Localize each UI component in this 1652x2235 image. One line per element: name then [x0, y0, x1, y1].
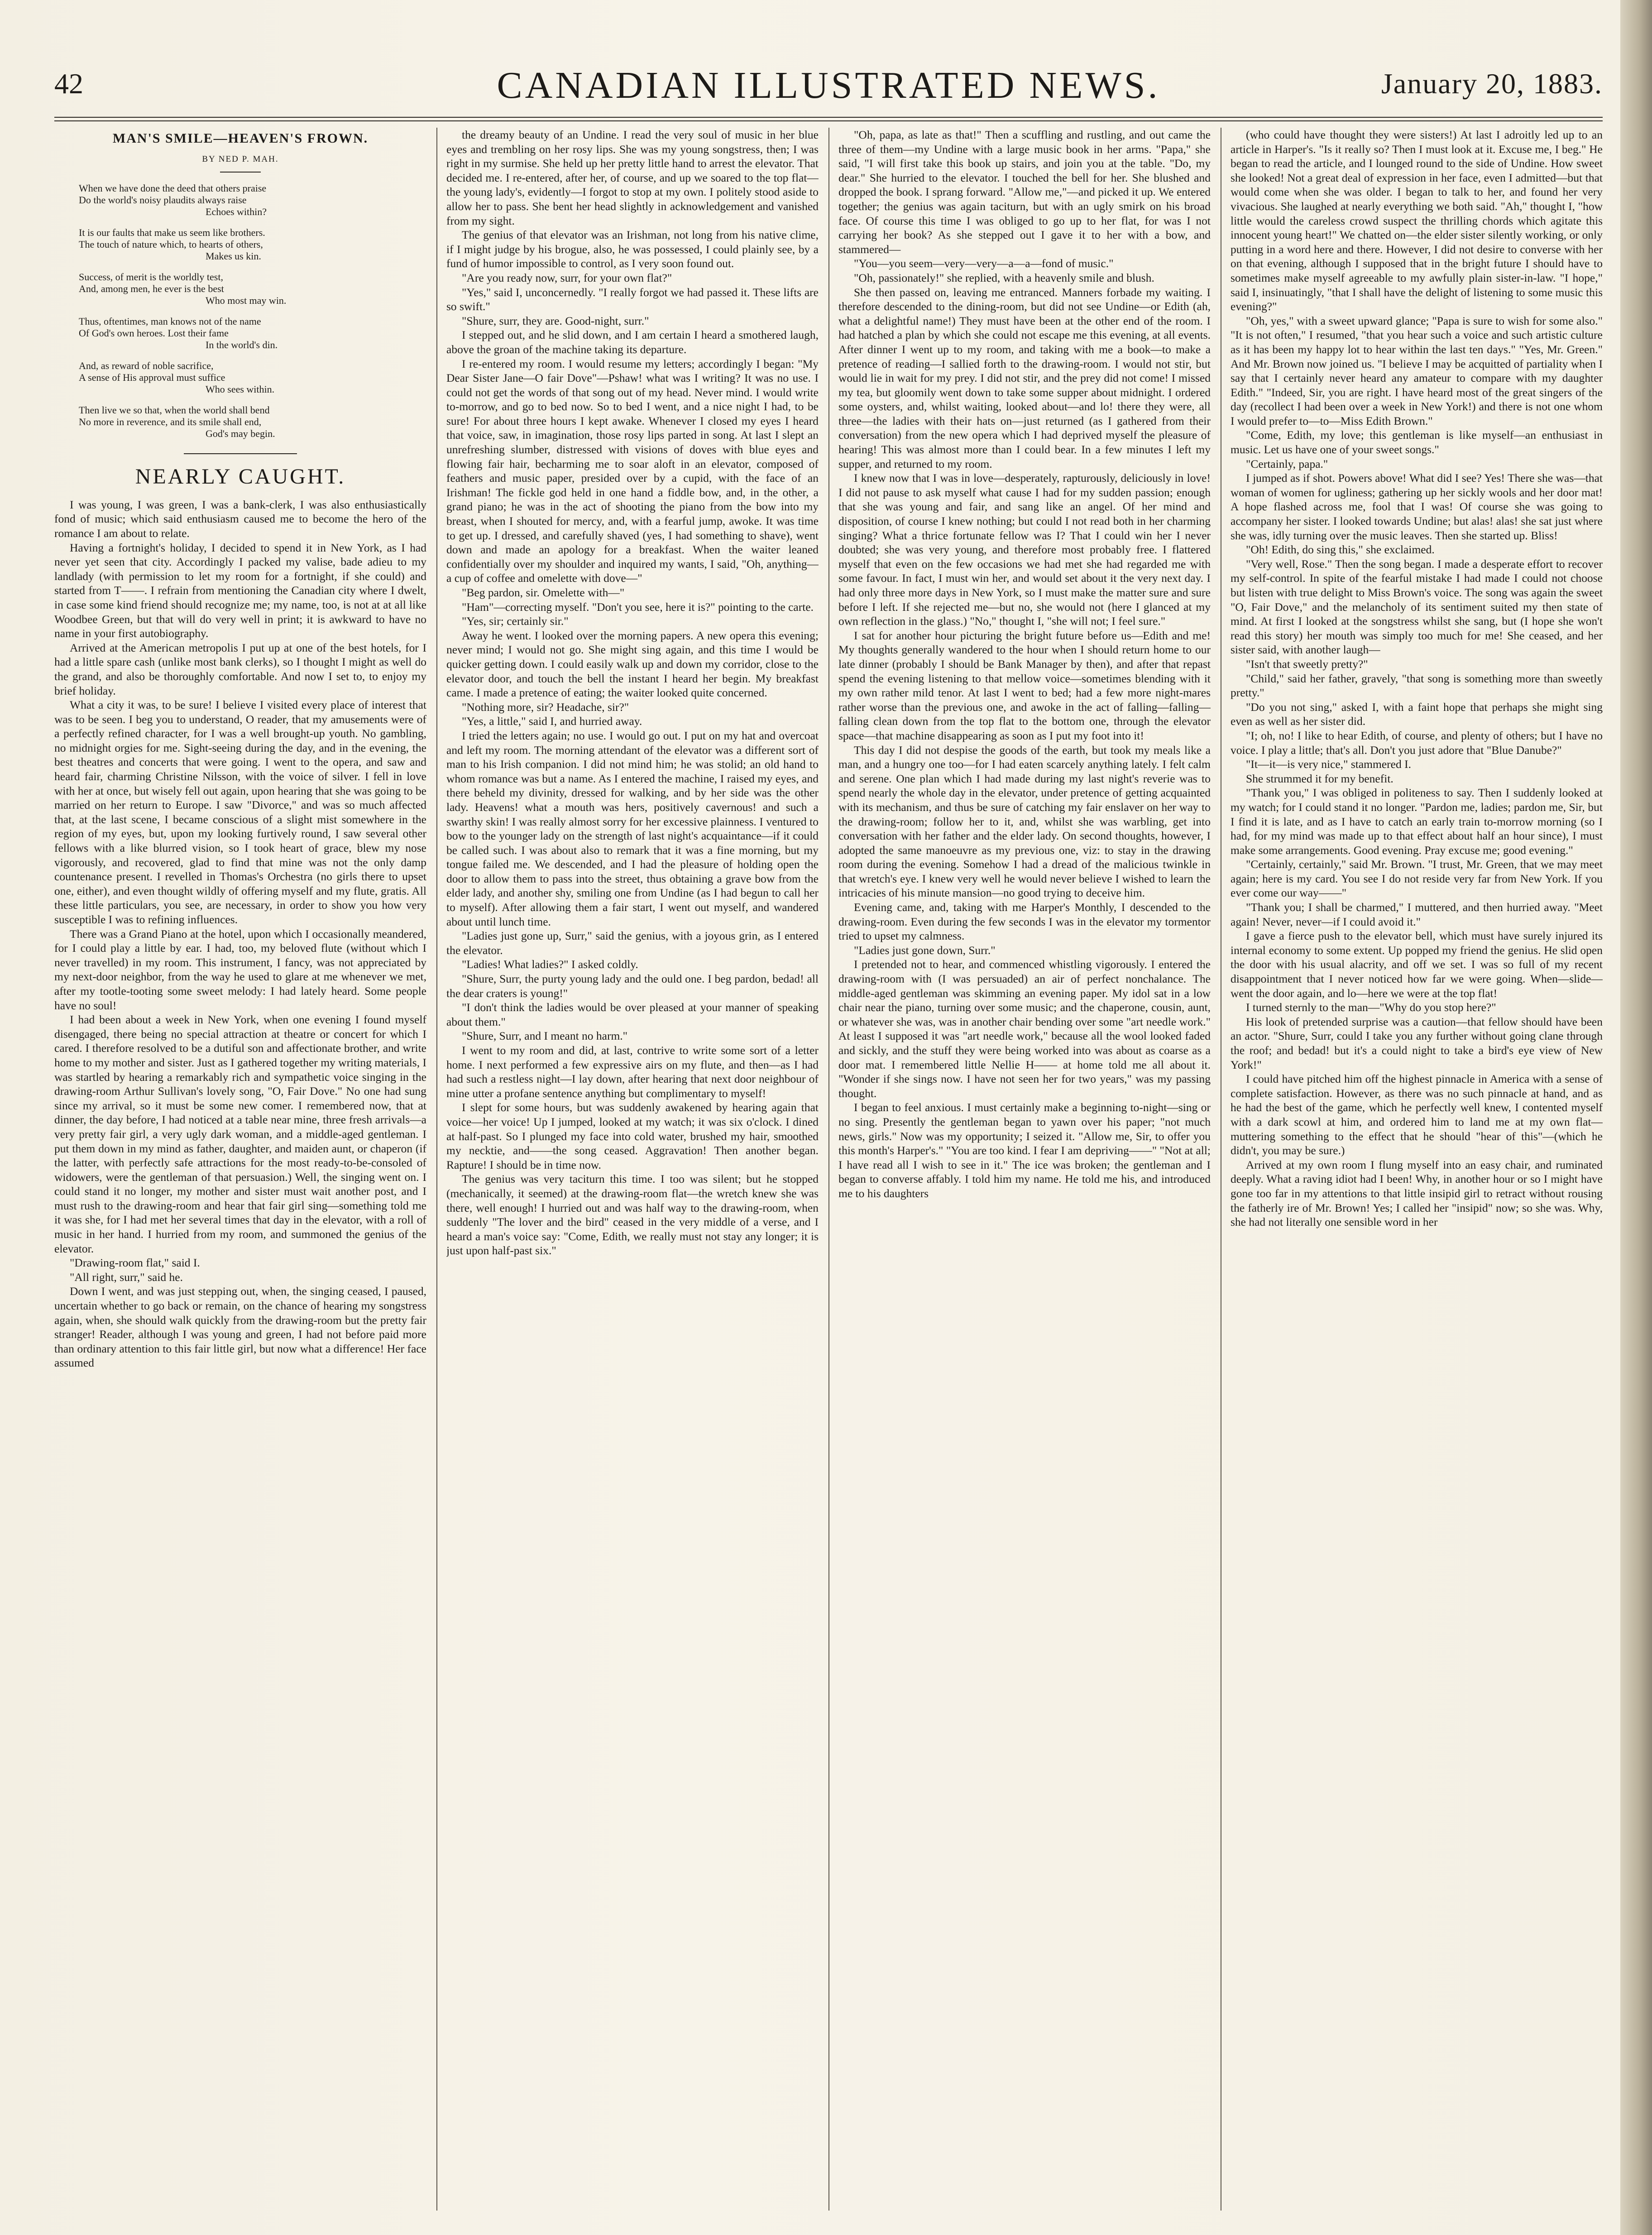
story-paragraph: I could have pitched him off the highest pinnacle in America with a sense of complete satisfaction. However, as there was no such pinnacle at hand, and as he had the best of the game, which he perfectly well knew, I contented myself with a dark scowl at him, and ordered him to land me at my own flat—muttering something to the effect that he should "hear of this"—(which he didn't, you may be sure.)	[1231, 1072, 1603, 1157]
column-2	[446, 128, 819, 2211]
story-paragraph: "Ladies just gone up, Surr," said the genius, with a joyous grin, as I entered the elevator.	[446, 929, 819, 957]
story-paragraph: "Oh! Edith, do sing this," she exclaimed.	[1246, 543, 1435, 556]
section-rule	[184, 453, 297, 454]
issue-date: January 20, 1883.	[1381, 67, 1603, 100]
story-paragraph: Arrived at my own room I flung myself into an easy chair, and ruminated deeply. What a raving idiot had I been! Why, in another hour or so I might have gone too far in my attentions to that little insipid girl to retract without rousing the fatherly ire of Mr. Brown! Yes; I called her "insipid" now; so she was. Why, she had not literally one sensible word in her	[1231, 1158, 1603, 1229]
poem-line: Then live we so that, when the world shall bend	[79, 404, 270, 416]
story-paragraph: Away he went. I looked over the morning papers. A new opera this evening; never mind; I would not go. She might sing again, and this time I would be quicker getting down. I could easily walk up and down my corridor, close to the elevator door, and touch the bell the instant I heard her begin. My breakfast came. I made a pretence of eating; the waiter looked quite concerned.	[446, 628, 819, 700]
page-binding-edge	[1620, 0, 1652, 2235]
story-paragraph: I stepped out, and he slid down, and I am certain I heard a smothered laugh, above the groan of the machine taking its departure.	[446, 328, 819, 356]
story-paragraph: "Shure, surr, they are. Good-night, surr."	[462, 314, 649, 327]
poem-body	[54, 182, 426, 440]
story-title: NEARLY CAUGHT.	[135, 465, 346, 489]
poem-line: God's may begin.	[206, 428, 275, 440]
poem-line: Who sees within.	[206, 384, 275, 395]
story-paragraph: I had been about a week in New York, when one evening I found myself disengaged, there being no special attraction at theatre or concert for which I cared. I therefore resolved to be a dutiful son and affectionate brother, and write home to my mother and sister. Just as I gathered together my writing materials, I was startled by hearing a remarkably rich and sympathetic voice singing in the drawing-room Arthur Sullivan's lovely song, "O, Fair Dove." No one had sung since my arrival, so it must be some new comer. I remembered now, that at dinner, the day before, I had noticed at a table near mine, three fresh arrivals—a very pretty fair girl, a very ugly dark woman, and a middle-aged gentleman. I put them down in my mind as father, daughter, and maiden aunt, or chaperon (if the latter, with perfectly safe attractions for the most ready-to-be-consoled of widowers, were the gentleman of that persuasion.) Well, the singing went on. I could stand it no longer, my mother and sister must wait another post, and I must rush to the drawing-room and hear that fair girl sing—something told me it was she, for I had met her several times that day in the elevator, with a roll of music in her hand. I hurried from my room, and summoned the genius of the elevator.	[54, 1013, 426, 1255]
story-paragraph: "Beg pardon, sir. Omelette with—"	[462, 586, 625, 599]
poem-line: Of God's own heroes. Lost their fame	[79, 327, 229, 339]
story-paragraph: "Do you not sing," asked I, with a faint hope that perhaps she might sing even as well as her sister did.	[1231, 700, 1603, 728]
story-paragraph: There was a Grand Piano at the hotel, upon which I occasionally meandered, for I could play a little by ear. I had, too, my beloved flute (without which I never travelled) in my room. This instrument, I fancy, was not appreciated by my next-door neighbor, from the way he used to glare at me whenever we met, after my tootle-tooting some sweet melody: I had lately heard. Some people have no soul!	[54, 927, 426, 1012]
story-paragraph: "Yes, a little," said I, and hurried away.	[462, 715, 642, 728]
story-paragraph: "Certainly, certainly," said Mr. Brown. "I trust, Mr. Green, that we may meet again; here is my card. You see I do not reside very far from New York. If you ever come our way——"	[1231, 858, 1603, 900]
story-paragraph: The genius of that elevator was an Irishman, not long from his native clime, if I might judge by his brogue, also, he was possessed, I could plainly see, by a fund of humor impossible to control, as I very soon found out.	[446, 228, 819, 270]
poem-byline: BY NED P. MAH.	[202, 154, 279, 164]
story-paragraph: "I; oh, no! I like to hear Edith, of course, and plenty of others; but I have no voice. I play a little; that's all. Don't you just adore that "Blue Danube?"	[1231, 729, 1603, 757]
story-paragraph: What a city it was, to be sure! I believe I visited every place of interest that was to be seen. I beg you to understand, O reader, that my amusements were of a perfectly refined character, for I was a well brought-up youth. No gambling, no midnight orgies for me. Sight-seeing during the day, and in the evening, the best theatres and concerts that were going. I went to the opera, and saw and heard fair, charming Christine Nilsson, with the voice of silver. I fell in love with her at once, but wisely fell out again, upon hearing that she was going to be married on her return to Europe. I saw "Divorce," and was so much affected that, at the last scene, I became conscious of a slight mist somewhere in the region of my eyes, but, upon my looking furtively round, I saw several other fellows with a like blurred vision, so I took heart of grace, blew my nose vigorously, and recovered, glad to find that mine was not the only damp countenance present. I revelled in Thomas's Orchestra (no girls there to upset one, either), and even thought wildly of offering myself and my flute, gratis. All these little particulars, you see, are necessary, in order to show you how very susceptible I was to refining influences.	[54, 698, 426, 926]
story-paragraph: "I don't think the ladies would be over pleased at your manner of speaking about them."	[446, 1001, 819, 1028]
story-paragraph: I went to my room and did, at last, contrive to write some sort of a letter home. I next performed a few expressive airs on my flute, and then—as I had had such a restless night—I lay down, after hearing that next door neighbour of mine utter a profane sentence anything but complimentary to myself!	[446, 1044, 819, 1100]
story-paragraph: Evening came, and, taking with me Harper's Monthly, I descended to the drawing-room. Even during the few seconds I was in the elevator my tormentor tried to upset my calmness.	[838, 901, 1211, 943]
column-1	[54, 128, 426, 2211]
story-paragraph: I pretended not to hear, and commenced whistling vigorously. I entered the drawing-room with (I was persuaded) an air of perfect nonchalance. The middle-aged gentleman was skimming an evening paper. My idol sat in a low chair near the piano, turning over some music; and the chaperone, cousin, aunt, or whatever she was, was in another chair bending over some "art needle work." At least I supposed it was "art needle work," because all the wool looked faded and sickly, and the stuff they were being worked into was about as coarse as a door mat. I remembered little Nellie H—— at home told me all about it. "Wonder if she sings now. I have not seen her for two years," was my passing thought.	[838, 958, 1211, 1100]
story-paragraph: "Shure, Surr, and I meant no harm."	[462, 1029, 628, 1043]
story-paragraph: the dreamy beauty of an Undine. I read the very soul of music in her blue eyes and trembling on her rosy lips. She was my young songstress, then; I was right in my surmise. She held up her pretty little hand to arrest the elevator. That decided me. I re-entered, after her, of course, and up we soared to the top flat—the young lady's, evidently—I forgot to stop at my own. I politely stood aside to allow her to pass. She bent her head slightly in acknowledgement and vanished from my sight.	[446, 128, 819, 227]
story-paragraph: I sat for another hour picturing the bright future before us—Edith and me! My thoughts generally wandered to the hour when I should return home to our late dinner (probably I should be Bank Manager by then), and after that repast spend the evening listening to that mellow voice—sometimes blending with it my own rather mild tenor. At last I went to bed; had a few more night-mares rather worse than the previous one, and awoke in the act of falling—falling—falling clean down from the top flat to the bottom one, through the elevator space—that machine disappearing as soon as I put my foot into it!	[838, 628, 1211, 742]
story-paragraph: "Oh, passionately!" she replied, with a heavenly smile and blush.	[854, 271, 1154, 284]
poem-title: MAN'S SMILE—HEAVEN'S FROWN.	[112, 131, 369, 146]
poem-line: Echoes within?	[206, 206, 267, 218]
story-paragraph: I knew now that I was in love—desperately, rapturously, deliciously in love! I did not pause to ask myself what cause I had for my sudden passion; enough that she was young and fair, and sang like an angel. Of her mind and disposition, of course I knew nothing; but could I not read both in her charming singing? What a thrice fortunate fellow was I? That I could win her I never doubted; she was very young, and therefore most probably free. I flattered myself that even on the few occasions we had met she had regarded me with some favour. In fact, I must win her, and would set about it the very next day. I had only three more days in New York, so I must make the matter sure and sure before I left. If she rejected me—but no, she would not (here I glanced at my own reflection in the glass.) "No," thought I, "she will not; I feel sure."	[838, 471, 1211, 628]
poem-rule	[220, 172, 261, 173]
story-paragraph: "Ladies! What ladies?" I asked coldly.	[462, 958, 638, 971]
poem-line: Thus, oftentimes, man knows not of the name	[79, 316, 261, 327]
story-text	[54, 498, 426, 1370]
story-paragraph: I tried the letters again; no use. I would go out. I put on my hat and overcoat and left my room. The morning attendant of the elevator was a different sort of man to his Irish companion. I did not mind him; he was stolid; an old hand to whom romance was but a name. As I entered the machine, I raised my eyes, and there beheld my divinity, dressed for walking, and by her side was the other lady. Heavens! what a mouth was hers, positively cavernous! and such a swarthy skin! I was really almost sorry for her excessive plainness. I ventured to bow to the younger lady on the strength of last night's acquaintance—if it could be called such. I was about also to remark that it was a fine morning, but my tongue failed me. We descended, and I had the pleasure of holding open the door to allow them to pass into the street, thus obtaining a grave bow from the elder lady, and another shy, smiling one from Undine (as I had begun to call her to myself). After allowing them a fair start, I went out myself, and wandered about until lunch time.	[446, 729, 819, 928]
poem-line: No more in reverence, and its smile shall end,	[79, 416, 262, 428]
column-4	[1231, 128, 1603, 2211]
poem-line: And, as reward of noble sacrifice,	[79, 360, 214, 372]
page-number: 42	[54, 67, 83, 100]
story-paragraph: "Shure, Surr, the purty young lady and the ould one. I beg pardon, bedad! all the dear craters is young!"	[446, 972, 819, 1000]
story-paragraph: I jumped as if shot. Powers above! What did I see? Yes! There she was—that woman of women for ugliness; gathering up her sickly wools and her door mat! A hope flashed across me, fool that I was! Of course she was going to accompany her sister. I looked towards Undine; but alas! alas! she sat just where she was, idly turning over the music leaves. Then she started up. Bliss!	[1231, 471, 1603, 542]
poem-line: It is our faults that make us seem like brothers.	[79, 227, 265, 239]
story-paragraph: "Oh, yes," with a sweet upward glance; "Papa is sure to wish for some also." "It is not often," I resumed, "that you hear such a voice and such artistic culture as it has been my happy lot to hear within the last ten days." "Yes, Mr. Green." And Mr. Brown now joined us. "I believe I may be acquitted of partiality when I say that I certainly never heard any amateur to compare with my daughter Edith." "Indeed, Sir, you are right. I have heard most of the great singers of the day (recollect I had been over a week in New York!) and there is not one whom I would prefer to—to—Miss Edith Brown."	[1231, 314, 1603, 427]
story-paragraph: "Ladies just gone down, Surr."	[854, 943, 996, 957]
story-paragraph: This day I did not despise the goods of the earth, but took my meals like a man, and a hungry one too—for I had eaten scarcely anything lately. I felt calm and serene. One plan which I had made during my last night's reverie was to spend nearly the whole day in the elevator, under pretence of getting acquainted with its mechanism, and thus be sure of catching my fair enslaver on her way to the drawing-room; follow her to it, and, whilst she was warbling, get into conversation with her father and the elder lady. On second thoughts, however, I adopted the same manoeuvre as my previous one, viz: to stay in the drawing room during the evening. Somehow I had a dread of the malicious twinkle in that wretch's eye. I knew very well he would never believe I wished to learn the intricacies of his minute mansion—no good trying to deceive him.	[838, 743, 1211, 900]
poem-line: The touch of nature which, to hearts of others,	[79, 239, 263, 250]
story-paragraph: She then passed on, leaving me entranced. Manners forbade my waiting. I therefore descended to the dining-room, but did not see Undine—or Edith (ah, what a delightful name!) They must have been at the other end of the room. I had hatched a plan by which she could not escape me this evening, at all events. After dinner I went up to my room, and taking with me a book—to make a pretence of reading—I sallied forth to the drawing-room. I would not stir, but would lie in wait for my prey. I did not stir, and the prey did not come! I missed my tea, but gloomily went down to take some supper about midnight. I ordered some oysters, and, whilst waiting, looked about—and lo! there they were, all three—the ladies with their hats on—just returned (as I gathered from their conversation) from the new opera which I had deprived myself the pleasure of hearing! This was almost more than I could bear. In a few minutes I left my supper, and returned to my room.	[838, 285, 1211, 470]
story-paragraph: His look of pretended surprise was a caution—that fellow should have been an actor. "Shure, Surr, could I take you any further without going clane through the roof; and bedad! but it's a could night to take a bird's eye view of New York!"	[1231, 1015, 1603, 1071]
poem-line: A sense of His approval must suffice	[79, 372, 225, 384]
column-3	[838, 128, 1211, 2211]
story-paragraph: "Child," said her father, gravely, "that song is something more than sweetly pretty."	[1231, 671, 1603, 700]
story-text	[446, 128, 819, 1258]
story-paragraph: "Come, Edith, my love; this gentleman is like myself—an enthusiast in music. Let us have one of your sweet songs."	[1231, 428, 1603, 456]
poem-stanza	[79, 227, 426, 262]
story-paragraph: Down I went, and was just stepping out, when, the singing ceased, I paused, uncertain whether to go back or remain, on the chance of hearing my songstress again, when, she should walk quickly from the drawing-room but the pretty fair stranger! Reader, although I was young and green, I had not before paid more than ordinary attention to this fair little girl, but now what a difference! Her face assumed	[54, 1285, 426, 1370]
poem-line: Do the world's noisy plaudits always raise	[79, 194, 247, 206]
story-paragraph: "It—it—is very nice," stammered I.	[1246, 758, 1411, 771]
poem-stanza	[79, 360, 426, 395]
story-paragraph: "Yes," said I, unconcernedly. "I really forgot we had passed it. These lifts are so swift."	[446, 285, 819, 313]
story-paragraph: "Very well, Rose." Then the song began. I made a desperate effort to recover my self-control. In spite of the fearful mistake I had made I could not choose but listen with true delight to Miss Brown's voice. The song was again the sweet "O, Fair Dove," and the melancholy of its sentiment suited my then state of mind. At first I looked at the songstress whilst she sang, but (I hope she won't read this story) her mouth was simply too much for me! She ceased, and her sister said, with another laugh—	[1231, 557, 1603, 657]
story-paragraph: I gave a fierce push to the elevator bell, which must have surely injured its internal economy to some extent. Up popped my friend the genius. He slid open the door with his usual alacrity, and off we set. I was so full of my recent disappointment that I never noticed how far we were going. When—slide—went the door again, and lo—here we were at the top flat!	[1231, 929, 1603, 1000]
story-paragraph: I began to feel anxious. I must certainly make a beginning to-night—sing or no sing. Presently the gentleman began to yawn over his paper; "not much news, girls." Now was my opportunity; I seized it. "Allow me, Sir, to offer you this month's Harper's." "You are too kind. I fear I am depriving——" "Not at all; I have read all I wish to see in it." The ice was broken; the gentleman and I began to converse affably. I told him my name. He told me his, and introduced me to his daughters	[838, 1101, 1211, 1200]
poem-stanza	[79, 182, 426, 218]
story-paragraph: I re-entered my room. I would resume my letters; accordingly I began: "My Dear Sister Jane—O fair Dove"—Pshaw! what was I writing? It was no use. I could not get the words of that song out of my head. Never mind. I would write to-morrow, and go to bed now. So to bed I went, and a nice night I had, to be sure! For about three hours I kept awake. Whenever I closed my eyes I heard that voice, saw, in imagination, those rosy lips parted in song. At last I slept an unrefreshing slumber, distressed with visions of doves with blue eyes and flowing fair hair, becharming me to soar aloft in an elevator, composed of feathers and music paper, presided over by a cupid, with the face of an Irishman! The fickle god held in one hand a fiddle bow, and, in the other, a grand piano; he was in the act of shooting the piano from the bow into my breast, when I shouted for mercy, and, with a fearful jump, awoke. It was time to get up. I dressed, and carefully shaved (yes, I had something to shave), went down and made an apology for a breakfast. When the waiter leaned confidentially over my shoulder and inquired my wants, I said, "Oh, anything—a cup of coffee and omelette with dove—"	[446, 357, 819, 585]
poem-stanza	[79, 404, 426, 440]
poem-line: And, among men, he ever is the best	[79, 283, 224, 295]
poem-line: In the world's din.	[206, 339, 278, 351]
poem-stanza	[79, 316, 426, 351]
story-paragraph: "All right, surr," said he.	[70, 1270, 183, 1284]
column-rule	[828, 128, 829, 2211]
story-paragraph: The genius was very taciturn this time. I too was silent; but he stopped (mechanically, it seemed) at the drawing-room flat—the wretch knew she was there, well enough! I hurried out and was half way to the drawing-room, when suddenly "The lover and the bird" ceased in the very middle of a verse, and I heard a man's voice say: "Come, Edith, we really must not stay any longer; it is just upon half-past six."	[446, 1172, 819, 1257]
story-paragraph: "Thank you," I was obliged in politeness to say. Then I suddenly looked at my watch; for I could stand it no longer. "Pardon me, ladies; pardon me, Sir, but I find it is late, and as I have to catch an early train to-morrow morning (so I had, for my mind was made up to that effect about half an hour since), I must make some arrangements. Good evening. Pray excuse me; good evening."	[1231, 786, 1603, 857]
story-paragraph: She strummed it for my benefit.	[1246, 772, 1393, 785]
header-rule	[54, 117, 1603, 121]
column-rule	[436, 128, 437, 2211]
story-paragraph: "Oh, papa, as late as that!" Then a scuffling and rustling, and out came the three of them—my Undine with a large music book in her arms. "Papa," she said, "I will first take this book up stairs, and join you at the table. "Do, my dear." She hurried to the elevator. I touched the bell for her. She blushed and dropped the book. I sprang forward. "Allow me,"—and picked it up. We entered together; the genius was again taciturn, but with an ugly smirk on his broad face. Of course this time I was obliged to go up to her flat, for was I not carrying her book? As she stepped out I gave it to her with a bow, and stammered—	[838, 128, 1211, 256]
story-paragraph: "Nothing more, sir? Headache, sir?"	[462, 700, 629, 714]
story-paragraph: "You—you seem—very—very—a—a—fond of music."	[854, 257, 1114, 270]
story-paragraph: (who could have thought they were sisters!) At last I adroitly led up to an article in Harper's. "Is it really so? Then I must look at it. Excuse me, I beg." He began to read the article, and I lounged round to the side of Undine. How sweet she looked! Not a great deal of expression in her face, even I admitted—but that would come when she was older. I began to talk to her, and found her very vivacious. She laughed at nearly everything we both said. "Ah," thought I, "how little would the careless crowd suspect the thrilling chords which agitate this innocent young heart!" We chatted on—the elder sister silently working, or only putting in a word here and there. However, I did not desire to converse with her on that evening, although I supposed that in the bright future I should have to sometimes make myself agreeable to my awfully plain sister-in-law. "I hope," said I, insinuatingly, "that I shall have the delight of listening to some music this evening?"	[1231, 128, 1603, 313]
story-paragraph: I was young, I was green, I was a bank-clerk, I was also enthusiastically fond of music; which said enthusiasm caused me to become the hero of the romance I am about to relate.	[54, 498, 426, 540]
story-paragraph: "Thank you; I shall be charmed," I muttered, and then hurried away. "Meet again! Never, never—if I could avoid it."	[1231, 901, 1603, 928]
story-paragraph: "Yes, sir; certainly sir."	[462, 614, 569, 628]
poem-line: When we have done the deed that others praise	[79, 182, 267, 194]
story-text	[1231, 128, 1603, 1229]
story-paragraph: "Are you ready now, surr, for your own flat?"	[462, 271, 672, 284]
poem-stanza	[79, 271, 426, 307]
poem-line: Makes us kin.	[206, 250, 261, 262]
story-paragraph: Having a fortnight's holiday, I decided to spend it in New York, as I had never yet seen that city. Accordingly I packed my valise, bade adieu to my landlady (with permission to let my room for a fortnight, if she could) and started from T——. I refrain from mentioning the Canadian city where I dwelt, in case some kind friend should recognize me; my name, too, is not at at all like Woodbee Green, but that will do very well in print; it is awkward to have no name in your first autobiography.	[54, 541, 426, 640]
publication-title: CANADIAN ILLUSTRATED NEWS.	[497, 64, 1160, 106]
story-paragraph: "Drawing-room flat," said I.	[70, 1256, 200, 1270]
story-paragraph: I turned sternly to the man—"Why do you stop here?"	[1246, 1001, 1496, 1014]
story-text	[838, 128, 1211, 1201]
poem-line: Success, of merit is the worldly test,	[79, 271, 223, 283]
poem-line: Who most may win.	[206, 295, 287, 307]
story-paragraph: "Certainly, papa."	[1246, 457, 1328, 470]
story-paragraph: I slept for some hours, but was suddenly awakened by hearing again that voice—her voice! Up I jumped, looked at my watch; it was six o'clock. I dined at half-past. So I plunged my face into cold water, brushed my hair, smoothed my necktie, and——the song ceased. Aggravation! Then another began. Rapture! I should be in time now.	[446, 1101, 819, 1171]
story-paragraph: "Ham"—correcting myself. "Don't you see, here it is?" pointing to the carte.	[462, 600, 814, 614]
page-header	[54, 63, 1603, 113]
story-paragraph: Arrived at the American metropolis I put up at one of the best hotels, for I had a little spare cash (unlike most bank clerks), so I thought I might as well do the grand, and also be thoroughly comfortable. And now I set to, to enjoy my brief holiday.	[54, 641, 426, 697]
story-paragraph: "Isn't that sweetly pretty?"	[1246, 657, 1368, 671]
